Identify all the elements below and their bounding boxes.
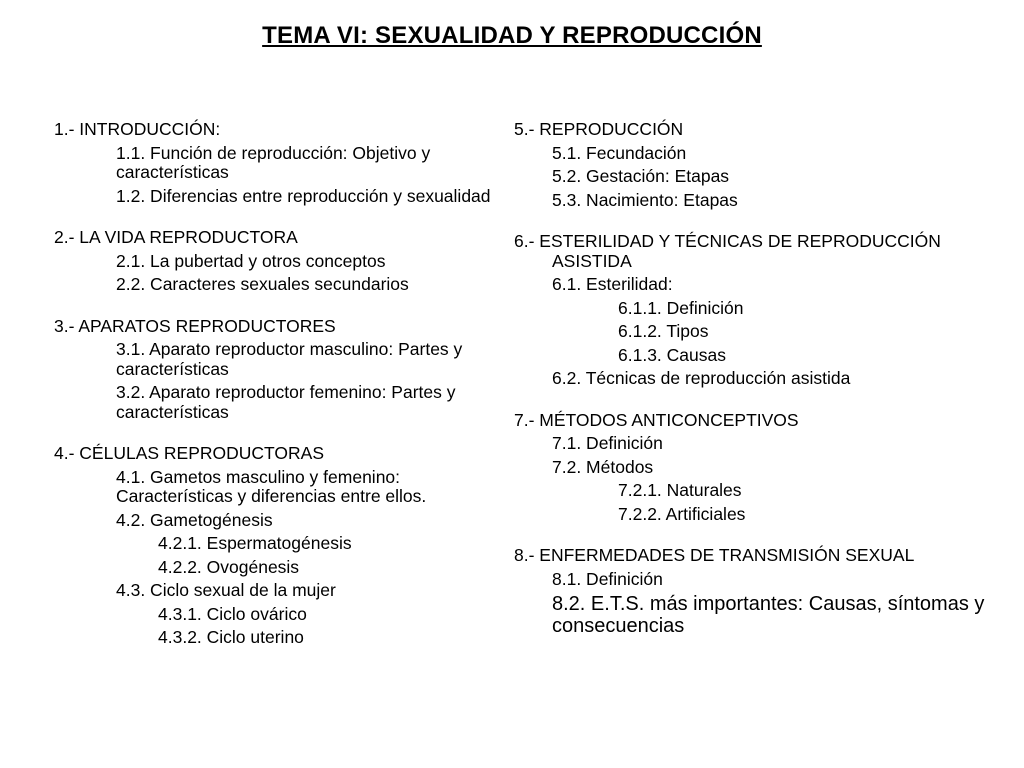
outline-item: 4.1. Gametos masculino y femenino: Características y diferencias entre ellos. <box>116 466 427 506</box>
outline-item: 7.2. Métodos <box>552 456 654 477</box>
outline-subitem: 4.3.1. Ciclo ovárico <box>158 603 307 624</box>
section-title: 3.- APARATOS REPRODUCTORES <box>54 315 336 336</box>
section-title: 4.- CÉLULAS REPRODUCTORAS <box>54 443 325 463</box>
outline-item: 5.1. Fecundación <box>552 142 687 163</box>
outline-right-column <box>514 120 1004 659</box>
outline-item: 5.2. Gestación: Etapas <box>552 166 730 186</box>
outline-left-column <box>54 120 494 670</box>
section-title: 1.- INTRODUCCIÓN: <box>54 119 221 139</box>
outline-subitem: 4.3.2. Ciclo uterino <box>158 627 304 647</box>
outline-subitem: 7.2.2. Artificiales <box>618 503 746 524</box>
section-title: 6.- ESTERILIDAD Y TÉCNICAS DE REPRODUCCIÓN ASISTIDA <box>514 231 941 271</box>
section-enfermedades-transmision-sexual <box>514 546 1004 637</box>
outline-item: 2.1. La pubertad y otros conceptos <box>116 250 386 271</box>
outline-subitem: 6.1.1. Definición <box>618 297 744 318</box>
section-vida-reproductora <box>54 228 494 295</box>
outline-item: 4.2. Gametogénesis <box>116 509 273 530</box>
section-title: 5.- REPRODUCCIÓN <box>514 119 684 139</box>
section-reproduccion <box>514 120 1004 210</box>
page-title: TEMA VI: SEXUALIDAD Y REPRODUCCIÓN <box>262 22 762 49</box>
outline-item: 7.1. Definición <box>552 433 663 453</box>
outline-subitem: 6.1.2. Tipos <box>618 321 709 341</box>
section-title: 2.- LA VIDA REPRODUCTORA <box>54 227 298 247</box>
outline-item: 5.3. Nacimiento: Etapas <box>552 189 738 210</box>
outline-item: 3.1. Aparato reproductor masculino: Partes y características <box>116 339 463 379</box>
outline-item: 6.1. Esterilidad: <box>552 274 673 294</box>
outline-item: 8.2. E.T.S. más importantes: Causas, síntomas y consecuencias <box>552 593 985 637</box>
outline-item: 8.1. Definición <box>552 568 663 589</box>
outline-item: 4.3. Ciclo sexual de la mujer <box>116 580 336 600</box>
outline-item: 2.2. Caracteres sexuales secundarios <box>116 274 409 294</box>
section-celulas-reproductoras <box>54 444 494 648</box>
outline-item: 1.2. Diferencias entre reproducción y sexualidad <box>116 185 491 206</box>
section-aparatos-reproductores <box>54 317 494 423</box>
section-esterilidad <box>514 232 1004 389</box>
section-title: 7.- MÉTODOS ANTICONCEPTIVOS <box>514 409 799 430</box>
outline-item: 6.2. Técnicas de reproducción asistida <box>552 368 851 388</box>
outline-subitem: 7.2.1. Naturales <box>618 480 742 500</box>
outline-item: 1.1. Función de reproducción: Objetivo y características <box>116 142 431 182</box>
outline-subitem: 4.2.1. Espermatogénesis <box>158 533 352 553</box>
section-introduccion <box>54 120 494 206</box>
outline-item: 3.2. Aparato reproductor femenino: Partes y características <box>116 382 456 422</box>
section-title: 8.- ENFERMEDADES DE TRANSMISIÓN SEXUAL <box>514 545 915 565</box>
outline-subitem: 6.1.3. Causas <box>618 344 726 365</box>
section-metodos-anticonceptivos <box>514 411 1004 525</box>
outline-subitem: 4.2.2. Ovogénesis <box>158 556 300 577</box>
